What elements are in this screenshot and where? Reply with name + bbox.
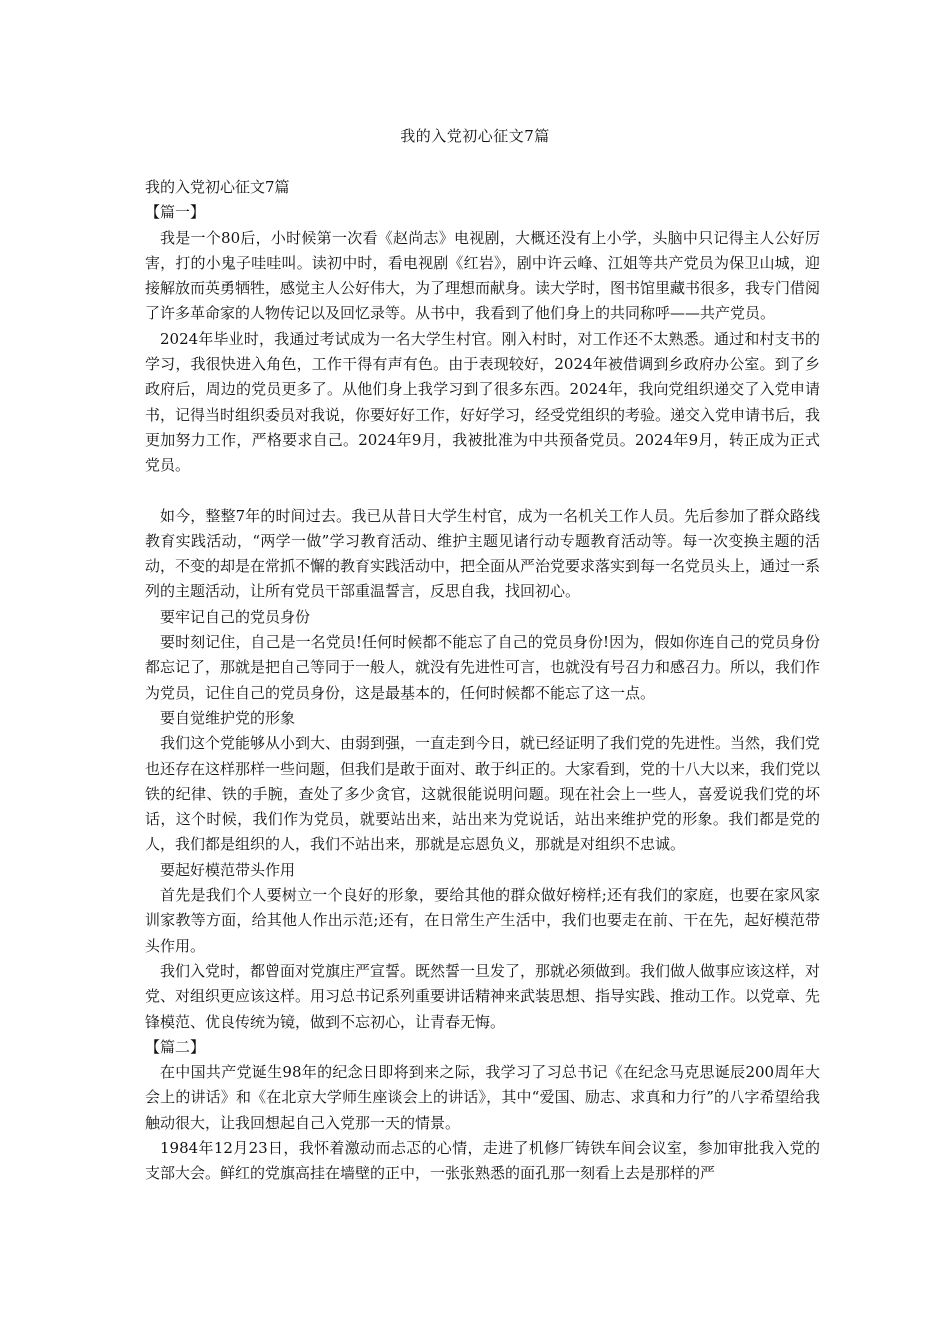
body-paragraph: 我们入党时，都曾面对党旗庄严宣誓。既然誓一旦发了，那就必须做到。我们做人做事应该这样，对党、对组织更应该这样。用习总书记系列重要讲话精神来武装思想、指导实践、推动工作。以党章、先锋模范、优良传统为镜，做到不忘初心，让青春无悔。 (145, 961, 821, 1031)
body-paragraph: 如今，整整7年的时间过去。我已从昔日大学生村官，成为一名机关工作人员。先后参加了群众路线教育实践活动，“两学一做”学习教育活动、维护主题见诸行动专题教育活动等。每一次变换主题的活动，不变的却是在常抓不懈的教育实践活动中，把全面从严治党要求落实到每一名党员头上，通过一系列的主题活动，让所有党员干部重温誓言，反思自我，找回初心。 (145, 506, 821, 601)
section-heading: 【篇二】 (145, 1037, 206, 1056)
body-paragraph: 我是一个80后，小时候第一次看《赵尚志》电视剧，大概还没有上小学，头脑中只记得主人公好厉害，打的小鬼子哇哇叫。读初中时，看电视剧《红岩》，剧中许云峰、江姐等共产党员为保卫山城，迎接解放而英勇牺牲，感觉主人公好伟大，为了理想而献身。读大学时，图书馆里藏书很多，我专门借阅了许多革命家的人物传记以及回忆录等。从书中，我看到了他们身上的共同称呼——共产党员。 (145, 228, 821, 323)
body-paragraph: 1984年12月23日，我怀着激动而忐忑的心情，走进了机修厂铸铁车间会议室，参加审批我入党的支部大会。鲜红的党旗高挂在墙壁的正中，一张张熟悉的面孔那一刻看上去是那样的严 (145, 1138, 820, 1183)
document-body (145, 175, 820, 1187)
body-paragraph: 要牢记自己的党员身份 (160, 607, 311, 626)
document-title: 我的入党初心征文7篇 (400, 127, 550, 145)
body-paragraph: 要自觉维护党的形象 (160, 708, 296, 727)
subtitle-line: 我的入党初心征文7篇 (145, 178, 290, 196)
body-paragraph: 我们这个党能够从小到大、由弱到强，一直走到今日，就已经证明了我们党的先进性。当然，我们党也还存在这样那样一些问题，但我们是敢于面对、敢于纠正的。大家看到，党的十八大以来，我们党以铁的纪律、铁的手腕，查处了多少贪官，这就很能说明问题。现在社会上一些人，喜爱说我们党的坏话，这个时候，我们作为党员，就要站出来，站出来为党说话，站出来维护党的形象。我们都是党的人，我们都是组织的人，我们不站出来，那就是忘恩负义，那就是对组织不忠诚。 (145, 734, 821, 854)
paragraph-spacer (145, 479, 820, 504)
section-heading: 【篇一】 (145, 203, 206, 222)
body-paragraph: 要起好模范带头作用 (160, 860, 296, 879)
body-paragraph: 在中国共产党诞生98年的纪念日即将到来之际，我学习了习总书记《在纪念马克思诞辰200周年大会上的讲话》和《在北京大学师生座谈会上的讲话》，其中“爱国、励志、求真和力行”的八字希望给我触动很大，让我回想起自己入党那一天的情景。 (145, 1063, 820, 1132)
body-paragraph: 首先是我们个人要树立一个良好的形象，要给其他的群众做好榜样;还有我们的家庭，也要在家风家训家教等方面，给其他人作出示范;还有，在日常生产生活中，我们也要走在前、干在先，起好模范带头作用。 (145, 886, 820, 955)
body-paragraph: 2024年毕业时，我通过考试成为一名大学生村官。刚入村时，对工作还不太熟悉。通过和村支书的学习，我很快进入角色，工作干得有声有色。由于表现较好，2024年被借调到乡政府办公室。到了乡政府后，周边的党员更多了。从他们身上我学习到了很多东西。2024年，我向党组织递交了入党申请书，记得当时组织委员对我说，你要好好工作，好好学习，经受党组织的考验。递交入党申请书后，我更加努力工作，严格要求自己。2024年9月，我被批准为中共预备党员。2024年9月，转正成为正式党员。 (145, 329, 821, 475)
body-paragraph: 要时刻记住，自己是一名党员!任何时候都不能忘了自己的党员身份!因为，假如你连自己的党员身份都忘记了，那就是把自己等同于一般人，就没有先进性可言，也就没有号召力和感召力。所以，我们作为党员，记住自己的党员身份，这是最基本的，任何时候都不能忘了这一点。 (145, 633, 821, 702)
